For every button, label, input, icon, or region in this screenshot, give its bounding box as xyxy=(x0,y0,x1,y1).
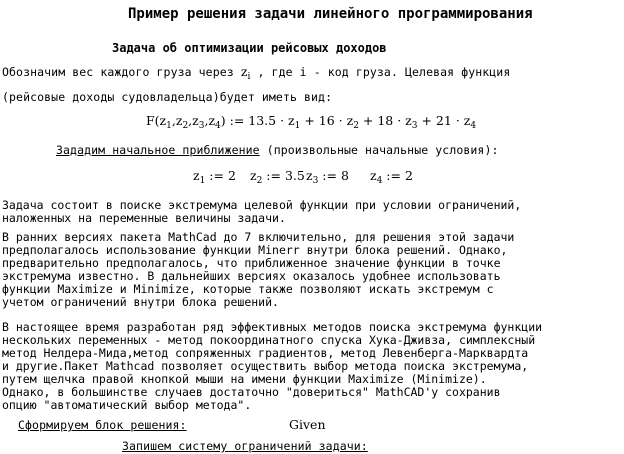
initial-approximation-note: (произвольные начальные условия): xyxy=(259,143,499,157)
intro-line-2: (рейсовые доходы судовладельца)будет иметь вид: xyxy=(2,90,333,104)
paragraph-problem-statement: Задача состоит в поиске экстремума целевой функции при условии ограничений, наложенных на переменные величины задачи. xyxy=(2,198,522,225)
problem-subtitle: Задача об оптимизации рейсовых доходов xyxy=(112,41,387,55)
paragraph-mathcad-versions: В ранних версиях пакета MathCad до 7 включительно, для решения этой задачи предполагалось использование функции Minerr внутри блока решений. Однако, предварительно предполагалось, что приближенное значение функции в точке экстремума известно. В дальнейших версиях оказалось удобнее использовать функции Maximize и Minimize, которые также позволяют искать экстремум с учетом ограничений внутри блока решений. xyxy=(2,230,515,309)
initial-z1[interactable]: $z_1$ := 2 xyxy=(193,168,236,186)
intro-line xyxy=(2,64,510,82)
intro-before-var: Обозначим вес каждого груза через xyxy=(2,65,241,79)
initial-approximation-line xyxy=(56,143,499,157)
objective-function[interactable]: $F(z_1,z_2,z_3,z_4)$ := $13.5 \cdot z_1 + 16 \cdot z_2 + 18 \cdot z_3 + 21 \cdot z_4$ xyxy=(146,113,477,131)
initial-z4[interactable]: $z_4$ := 2 xyxy=(370,168,413,186)
given-keyword[interactable]: Given xyxy=(289,417,326,432)
solve-block-label: Сформируем блок решения: xyxy=(18,418,187,432)
initial-approximation-heading: Зададим начальное приближение xyxy=(56,143,260,157)
intro-after-var: , где i - код груза. Целевая функция xyxy=(250,65,511,79)
var-z-i: $z_i$ xyxy=(240,64,251,82)
initial-z2[interactable]: $z_2$ := 3.5 xyxy=(250,168,305,186)
paragraph-methods: В настоящее время разработан ряд эффективных методов поиска экстремума функции нескольких переменных - метод покоординатного спуска Хука-Дживза, симплексный метод Нелдера-Мида,метод сопряженных градиентов, метод Левенберга-Марквардта и другие.Пакет Mathcad позволяет осуществить выбор метода поиска экстремума, путем щелчка правой кнопкой мыши на имени функции Maximize (Minimize). Однако, в большинстве случаев достаточно "довериться" MathCAD'у сохранив опцию "автоматический выбор метода". xyxy=(2,320,543,412)
constraints-heading: Запишем систему ограничений задачи: xyxy=(122,439,368,453)
page-title: Пример решения задачи линейного программирования xyxy=(128,6,533,22)
initial-z3[interactable]: $z_3$ := 8 xyxy=(306,168,349,186)
